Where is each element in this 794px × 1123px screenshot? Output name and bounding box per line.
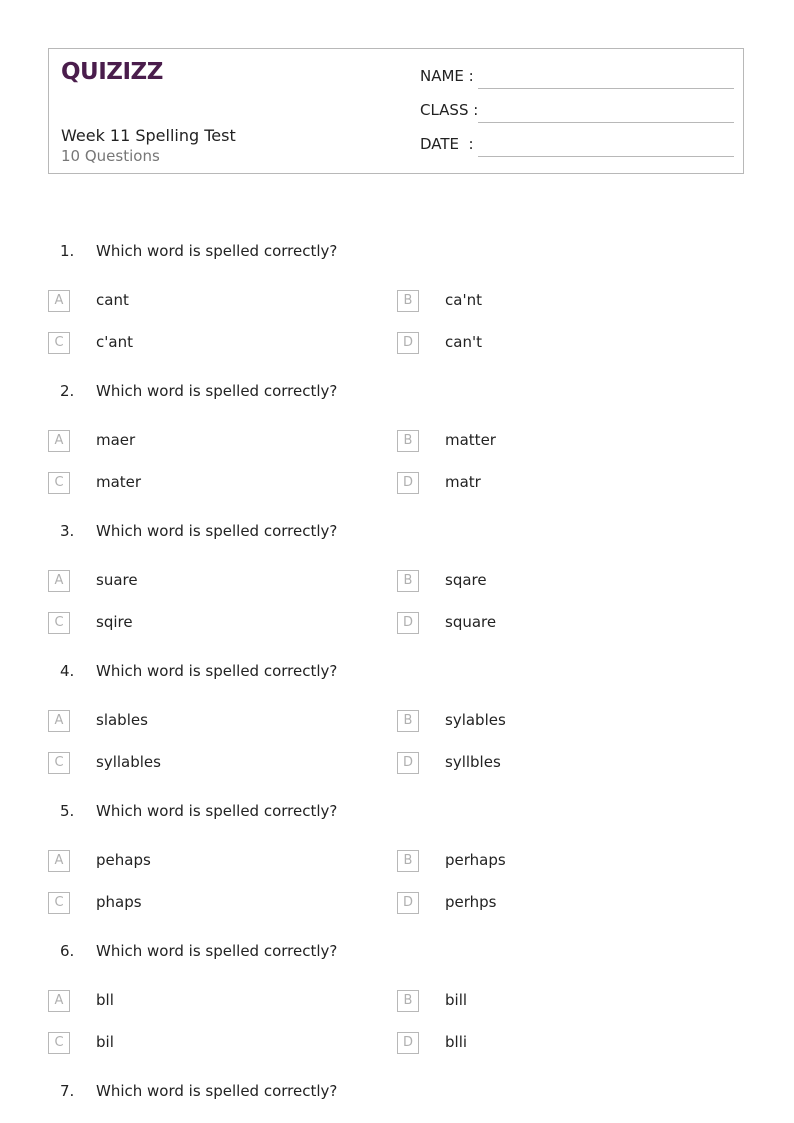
option-c-box[interactable]: C <box>48 472 70 494</box>
option-d-text: can't <box>445 333 482 351</box>
option-c-text: mater <box>96 473 142 491</box>
question-text: Which word is spelled correctly? <box>96 802 338 820</box>
option-a-text: suare <box>96 571 138 589</box>
class-label: CLASS : <box>420 101 479 119</box>
worksheet-header <box>48 48 744 174</box>
option-d-box[interactable]: D <box>397 472 419 494</box>
class-line[interactable] <box>478 122 734 123</box>
question-number: 5. <box>60 802 75 820</box>
name-field <box>420 67 734 91</box>
option-d-text: perhps <box>445 893 497 911</box>
option-a-box[interactable]: A <box>48 850 70 872</box>
option-c-text: sqire <box>96 613 133 631</box>
option-d-text: matr <box>445 473 481 491</box>
option-b-text: sylables <box>445 711 506 729</box>
question-number: 6. <box>60 942 75 960</box>
option-d-text: square <box>445 613 497 631</box>
option-a-text: pehaps <box>96 851 151 869</box>
option-b-box[interactable]: B <box>397 990 419 1012</box>
date-label: DATE : <box>420 135 474 153</box>
option-b-box[interactable]: B <box>397 710 419 732</box>
question-number: 2. <box>60 382 75 400</box>
quizizz-logo: QUIZIZZ <box>61 59 163 85</box>
option-d-box[interactable]: D <box>397 892 419 914</box>
class-field <box>420 101 734 125</box>
name-line[interactable] <box>478 88 734 89</box>
question-text: Which word is spelled correctly? <box>96 942 338 960</box>
question-text: Which word is spelled correctly? <box>96 662 338 680</box>
option-a-box[interactable]: A <box>48 430 70 452</box>
question-number: 7. <box>60 1082 75 1100</box>
option-b-text: matter <box>445 431 496 449</box>
option-b-text: bill <box>445 991 468 1009</box>
option-a-text: slables <box>96 711 148 729</box>
option-c-box[interactable]: C <box>48 332 70 354</box>
option-a-text: maer <box>96 431 136 449</box>
option-a-box[interactable]: A <box>48 710 70 732</box>
option-d-text: syllbles <box>445 753 501 771</box>
option-a-box[interactable]: A <box>48 290 70 312</box>
option-b-text: perhaps <box>445 851 506 869</box>
option-d-box[interactable]: D <box>397 612 419 634</box>
question-number: 1. <box>60 242 75 260</box>
question-text: Which word is spelled correctly? <box>96 1082 338 1100</box>
option-c-text: syllables <box>96 753 161 771</box>
test-title: Week 11 Spelling Test <box>61 126 236 145</box>
option-b-box[interactable]: B <box>397 850 419 872</box>
option-c-box[interactable]: C <box>48 892 70 914</box>
option-b-text: sqare <box>445 571 487 589</box>
option-c-box[interactable]: C <box>48 612 70 634</box>
question-text: Which word is spelled correctly? <box>96 242 338 260</box>
option-c-box[interactable]: C <box>48 1032 70 1054</box>
option-a-text: bll <box>96 991 114 1009</box>
option-d-box[interactable]: D <box>397 752 419 774</box>
option-c-text: phaps <box>96 893 142 911</box>
option-d-box[interactable]: D <box>397 332 419 354</box>
option-b-box[interactable]: B <box>397 430 419 452</box>
question-number: 3. <box>60 522 75 540</box>
option-c-text: bil <box>96 1033 114 1051</box>
name-label: NAME : <box>420 67 474 85</box>
option-d-box[interactable]: D <box>397 1032 419 1054</box>
option-d-text: blli <box>445 1033 468 1051</box>
date-line[interactable] <box>478 156 734 157</box>
question-count: 10 Questions <box>61 147 160 165</box>
option-c-text: c'ant <box>96 333 133 351</box>
option-b-text: ca'nt <box>445 291 482 309</box>
option-a-box[interactable]: A <box>48 990 70 1012</box>
option-c-box[interactable]: C <box>48 752 70 774</box>
option-a-box[interactable]: A <box>48 570 70 592</box>
question-text: Which word is spelled correctly? <box>96 382 338 400</box>
question-number: 4. <box>60 662 75 680</box>
question-text: Which word is spelled correctly? <box>96 522 338 540</box>
option-b-box[interactable]: B <box>397 290 419 312</box>
option-b-box[interactable]: B <box>397 570 419 592</box>
option-a-text: cant <box>96 291 129 309</box>
date-field <box>420 135 734 159</box>
